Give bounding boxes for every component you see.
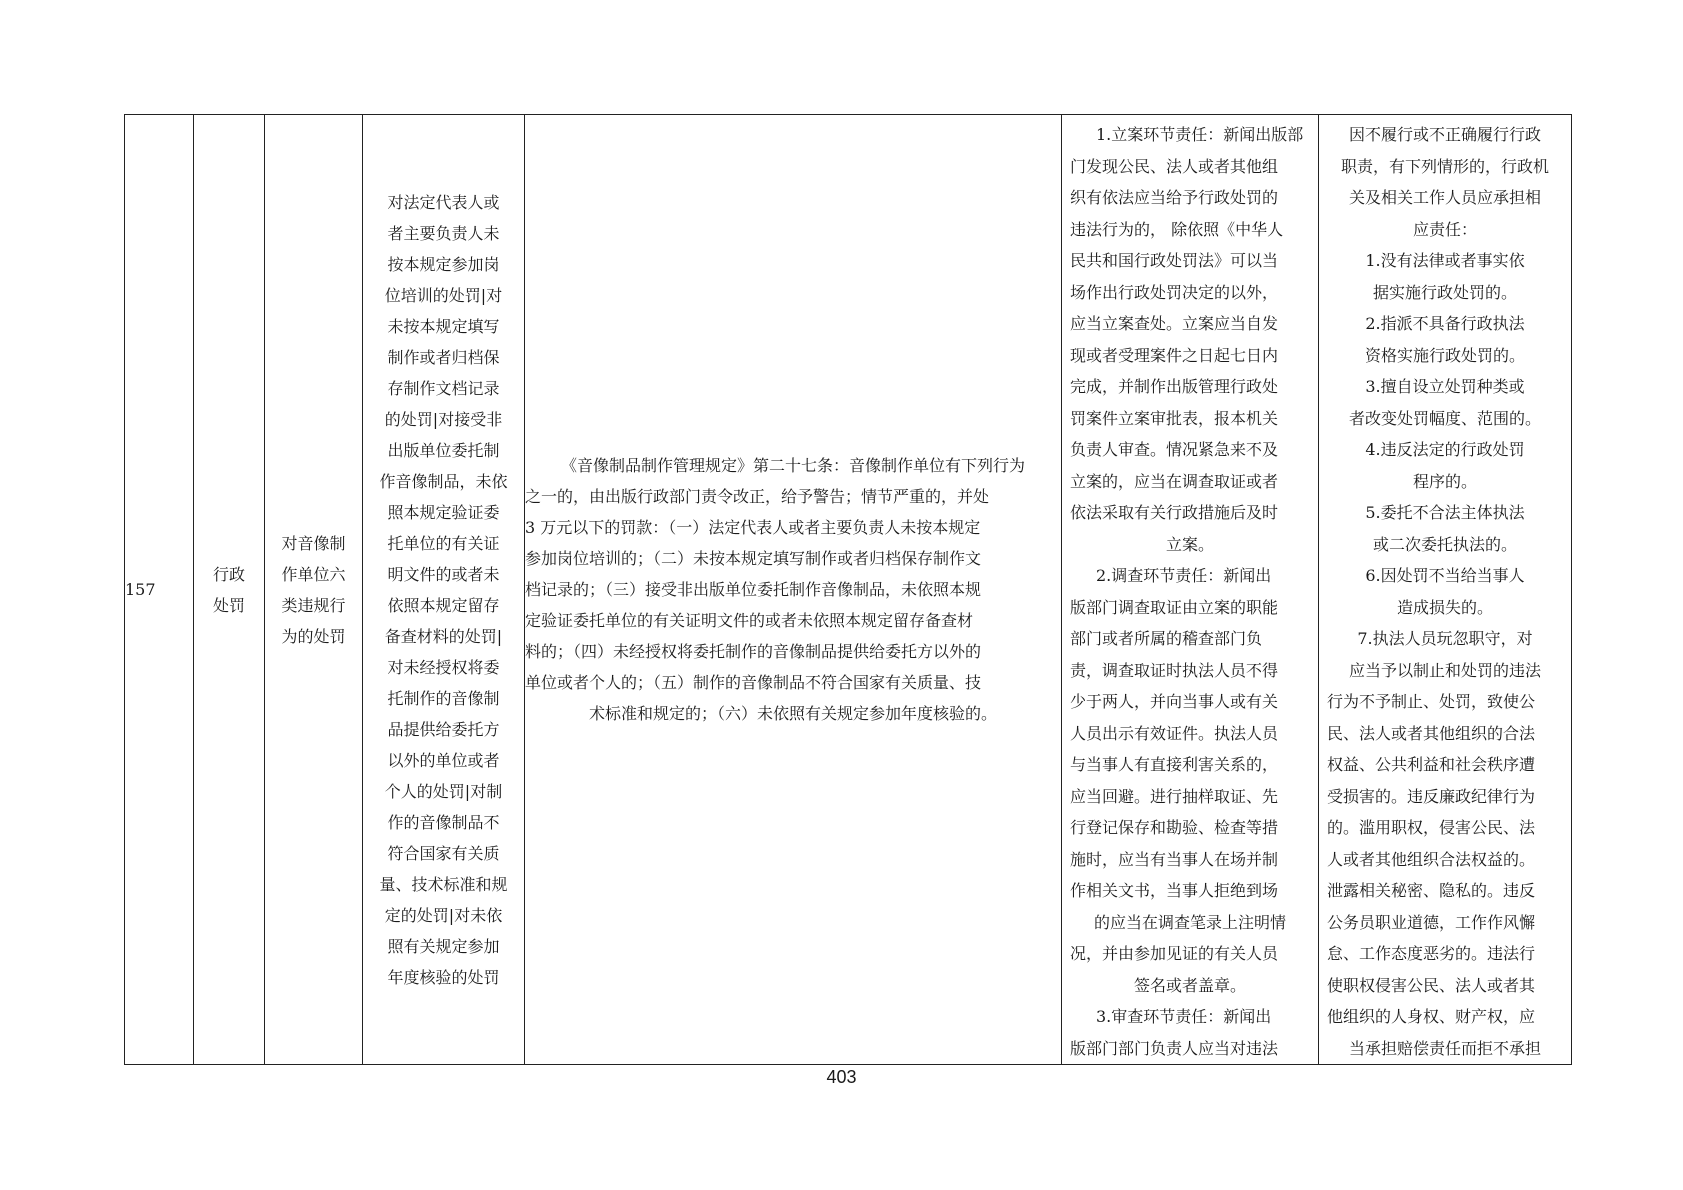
legal-basis-line: 料的；（四）未经授权将委托制作的音像制品提供给委托方以外的 [525,642,982,661]
responsibility-line: 立案的，应当在调查取证或者 [1070,471,1279,491]
accountability-line: 关及相关工作人员应承担相 [1348,188,1541,207]
accountability-line: 1.没有法律或者事实依 [1365,251,1525,270]
responsibility-line: 部门或者所属的稽查部门负 [1070,629,1263,648]
accountability-line: 泄露相关秘密、隐私的。违反 [1327,881,1536,900]
sub-items-line: 作音像制品，未依 [379,471,508,491]
item-name-line: 作单位六 [281,564,346,584]
sub-items-line: 位培训的处罚|对 [384,285,503,305]
accountability-line: 据实施行政处罚的。 [1372,282,1517,302]
sub-items-line: 个人的处罚|对制 [384,781,503,801]
power-list-table [124,114,1572,1065]
sub-items-line: 者主要负责人未 [387,223,500,243]
responsibility-line: 版部门部门负责人应当对违法 [1070,1038,1279,1058]
legal-basis-line: 定验证委托单位的有关证明文件的或者未依照本规定留存备查材 [525,611,974,630]
sub-items-line: 定的处罚|对未依 [384,905,503,925]
legal-basis-line: 3 万元以下的罚款：（一）法定代表人或者主要负责人未按本规定 [525,518,981,537]
sub-items-line: 照本规定验证委 [387,502,500,522]
sub-items-line: 量、技术标准和规 [379,874,508,894]
responsibility-line: 违法行为的， 除依照《中华人 [1070,219,1284,239]
sub-items-line: 未按本规定填写 [387,316,500,336]
responsibility-line: 民共和国行政处罚法》可以当 [1070,251,1279,270]
sub-items-line: 以外的单位或者 [387,750,500,770]
responsibility-line: 1.立案环节责任：新闻出版部 [1096,125,1304,144]
sub-items-line: 作的音像制品不 [387,812,500,832]
responsibility-line: 签名或者盖章。 [1133,975,1246,995]
responsibility-line: 3.审查环节责任：新闻出 [1096,1007,1272,1026]
accountability-line: 资格实施行政处罚的。 [1364,345,1525,365]
page-number: 403 [826,1067,857,1087]
responsibility-line: 负责人审查。情况紧急来不及 [1070,440,1279,459]
accountability-line: 权益、公共利益和社会秩序遭 [1327,755,1536,774]
sub-items-line: 存制作文档记录 [387,378,500,398]
sub-items-line: 年度核验的处罚 [387,967,500,987]
accountability-line: 5.委托不合法主体执法 [1365,503,1525,522]
accountability-cell [1319,115,1572,1065]
sub-items-line: 依照本规定留存 [387,595,500,615]
responsibility-line: 况，并由参加见证的有关人员 [1070,944,1279,963]
category-line: 处罚 [212,595,245,615]
accountability-line: 者改变处罚幅度、范围的。 [1348,408,1541,428]
legal-basis-line: 参加岗位培训的；（二）未按本规定填写制作或者归档保存制作文 [525,549,982,568]
item-number-cell [125,115,194,1065]
accountability-line: 职责，有下列情形的，行政机 [1340,156,1549,176]
legal-basis-line: 之一的，由出版行政部门责令改正，给予警告；情节严重的，并处 [525,487,990,506]
sub-items-line: 托单位的有关证 [387,533,500,553]
sub-items-cell [363,115,525,1065]
category-line: 行政 [212,564,245,584]
responsibility-cell [1062,115,1319,1065]
responsibility-line: 少于两人，并向当事人或有关 [1070,692,1279,711]
accountability-line: 2.指派不具备行政执法 [1365,314,1525,333]
responsibility-line: 立案。 [1165,534,1214,554]
item-name-line: 为的处罚 [281,626,346,646]
sub-items-line: 的处罚|对接受非 [384,409,503,429]
sub-items-line: 明文件的或者未 [387,564,500,584]
accountability-line: 因不履行或不正确履行行政 [1348,125,1541,144]
responsibility-line: 应当回避。进行抽样取证、先 [1070,786,1279,806]
responsibility-line: 人员出示有效证件。执法人员 [1070,723,1279,743]
accountability-line: 他组织的人身权、财产权，应 [1327,1007,1536,1026]
accountability-line: 或二次委托执法的。 [1372,534,1517,554]
responsibility-line: 施时，应当有当事人在场并制 [1070,849,1279,869]
table-row [125,115,1572,1065]
sub-items-line: 对未经授权将委 [387,657,500,677]
accountability-line: 3.擅自设立处罚种类或 [1365,377,1525,396]
accountability-line: 当承担赔偿责任而拒不承担 [1348,1038,1541,1058]
sub-items-line: 按本规定参加岗 [387,254,500,274]
responsibility-line: 应当立案查处。立案应当自发 [1070,314,1279,333]
accountability-line: 造成损失的。 [1396,597,1493,617]
item-name-line: 对音像制 [281,533,346,553]
sub-items-line: 托制作的音像制 [387,688,500,708]
accountability-line: 7.执法人员玩忽职守，对 [1357,629,1533,648]
accountability-line: 受损害的。违反廉政纪律行为 [1327,786,1536,806]
item-number: 157 [125,580,156,599]
legal-basis-line: 术标准和规定的；（六）未依照有关规定参加年度核验的。 [588,704,997,723]
responsibility-line: 现或者受理案件之日起七日内 [1070,345,1279,365]
accountability-line: 使职权侵害公民、法人或者其 [1327,975,1536,995]
accountability-line: 程序的。 [1412,471,1477,491]
sub-items-line: 照有关规定参加 [387,936,500,956]
accountability-line: 公务员职业道德，工作作风懈 [1327,912,1536,932]
responsibility-line: 罚案件立案审批表，报本机关 [1070,408,1279,428]
legal-basis-line: 单位或者个人的；（五）制作的音像制品不符合国家有关质量、技 [525,673,982,692]
sub-items-line: 制作或者归档保 [387,347,500,367]
item-name-line: 类违规行 [281,595,346,615]
sub-items-line: 出版单位委托制 [387,440,500,460]
legal-basis-cell [525,115,1062,1065]
item-name-cell [265,115,363,1065]
responsibility-line: 织有依法应当给予行政处罚的 [1070,188,1279,207]
accountability-line: 应当予以制止和处罚的违法 [1348,660,1541,680]
accountability-line: 行为不予制止、处罚，致使公 [1327,692,1536,711]
responsibility-line: 门发现公民、法人或者其他组 [1070,156,1279,176]
legal-basis-line: 档记录的；（三）接受非出版单位委托制作音像制品，未依照本规 [525,580,982,599]
responsibility-line: 行登记保存和勘验、检查等措 [1070,818,1279,837]
sub-items-line: 符合国家有关质 [387,843,500,863]
responsibility-line: 的应当在调查笔录上注明情 [1093,912,1286,932]
responsibility-line: 依法采取有关行政措施后及时 [1070,503,1279,522]
legal-basis-line: 《音像制品制作管理规定》第二十七条：音像制作单位有下列行为 [560,456,1025,475]
category-cell [194,115,265,1065]
responsibility-line: 完成，并制作出版管理行政处 [1070,377,1279,396]
accountability-line: 应责任： [1412,219,1477,239]
responsibility-line: 场作出行政处罚决定的以外， [1070,282,1279,302]
sub-items-line: 备查材料的处罚| [384,626,503,646]
responsibility-line: 作相关文书，当事人拒绝到场 [1070,881,1279,900]
accountability-line: 人或者其他组织合法权益的。 [1327,849,1536,869]
accountability-line: 的。滥用职权，侵害公民、法 [1327,818,1536,837]
sub-items-line: 对法定代表人或 [387,192,500,212]
responsibility-line: 与当事人有直接利害关系的， [1070,755,1279,774]
responsibility-line: 责，调查取证时执法人员不得 [1070,660,1279,680]
accountability-line: 民、法人或者其他组织的合法 [1327,723,1536,743]
responsibility-line: 版部门调查取证由立案的职能 [1070,597,1279,617]
accountability-line: 6.因处罚不当给当事人 [1365,566,1525,585]
sub-items-line: 品提供给委托方 [387,719,500,739]
responsibility-line: 2.调查环节责任：新闻出 [1096,566,1272,585]
accountability-line: 怠、工作态度恶劣的。违法行 [1327,944,1536,963]
accountability-line: 4.违反法定的行政处罚 [1365,440,1525,459]
